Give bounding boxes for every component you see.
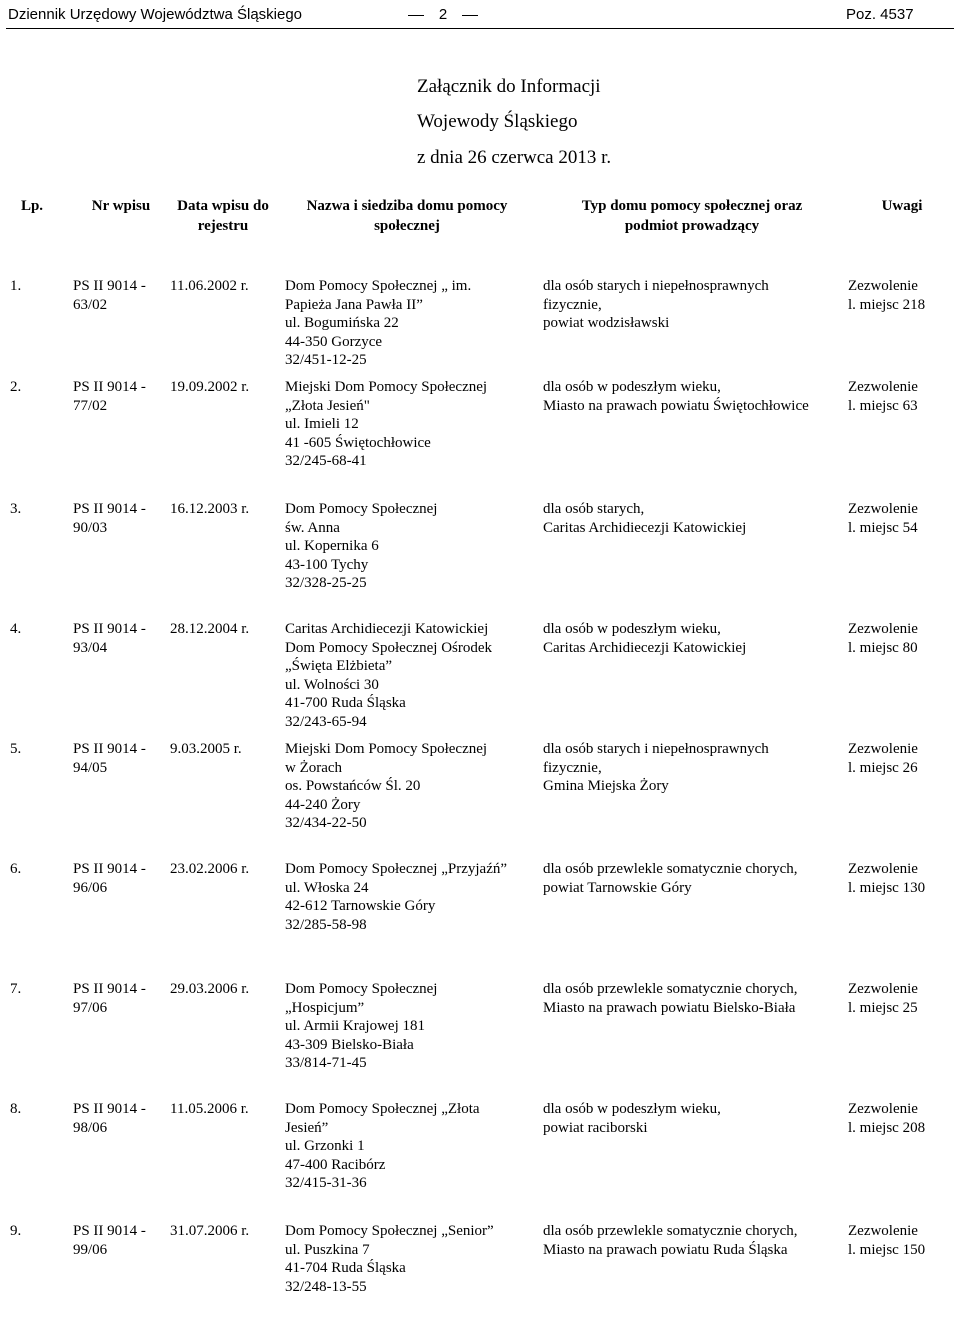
cell-line: Miasto na prawach powiatu Świętochłowice [543,397,809,414]
cell-line: 97/06 [73,999,108,1016]
cell-name [285,860,507,934]
cell-line: 63/02 [73,296,108,313]
cell-line: l. miejsc 54 [848,519,918,536]
cell-notes [848,740,918,777]
cell-lp [10,1100,21,1119]
cell-notes [848,620,918,657]
cell-line: l. miejsc 150 [848,1241,926,1258]
cell-nr [73,1222,146,1259]
cell-line: 32/451-12-25 [285,352,367,368]
cell-line: 43-100 Tychy [285,556,369,573]
cell-line: Miejski Dom Pomocy Społecznej [285,741,488,757]
col-header-notes: Uwagi [881,198,923,214]
cell-nr [73,1100,146,1137]
cell-line: ul. Armii Krajowej 181 [285,1018,425,1034]
cell-line: dla osób przewlekle somatycznie chorych, [543,981,798,997]
cell-date [170,500,249,519]
cell-line: Caritas Archidiecezji Katowickiej [285,621,489,637]
cell-line: ul. Włoska 24 [285,879,369,896]
cell-line: 6. [10,861,22,877]
cell-notes [848,378,918,415]
cell-type [543,980,798,1017]
cell-line: l. miejsc 80 [848,639,918,656]
cell-line: 32/245-68-41 [285,453,367,469]
cell-line: 32/285-58-98 [285,916,367,933]
cell-line: 41-704 Ruda Śląska [285,1260,406,1276]
cell-name [285,620,492,731]
col-header-name: Nazwa i siedziba domu pomocy społecznej [306,198,508,234]
cell-name [285,277,471,370]
cell-line: PS II 9014 - [73,1223,146,1239]
cell-line: PS II 9014 - [73,621,146,637]
cell-line: l. miejsc 26 [848,759,918,776]
cell-line: 11.06.2002 r. [170,278,249,294]
cell-line: PS II 9014 - [73,741,146,757]
cell-line: 7. [10,981,22,997]
cell-nr [73,860,146,897]
cell-line: 41-700 Ruda Śląska [285,695,406,711]
cell-line: Zezwolenie [848,1101,918,1117]
cell-line: 23.02.2006 r. [170,861,250,877]
cell-notes [848,860,925,897]
cell-line: 9. [10,1223,22,1239]
cell-line: powiat raciborski [543,1119,648,1136]
cell-type [543,500,746,537]
cell-lp [10,378,21,397]
position-number: Poz. 4537 [846,6,914,23]
cell-date [170,740,242,759]
cell-line: Zezwolenie [848,981,918,997]
cell-name [285,1100,480,1193]
cell-line: Zezwolenie [848,621,918,637]
journal-title: Dziennik Urzędowy Województwa Śląskiego [8,6,303,23]
cell-line: 32/243-65-94 [285,713,367,730]
cell-line: 47-400 Racibórz [285,1156,386,1173]
cell-nr [73,500,146,537]
cell-line: dla osób starych, [543,501,645,517]
cell-line: Zezwolenie [848,501,918,517]
cell-lp [10,1222,21,1241]
cell-line: 8. [10,1101,22,1117]
cell-line: 90/03 [73,519,108,536]
cell-notes [848,1222,925,1259]
cell-line: Caritas Archidiecezji Katowickiej [543,639,747,656]
cell-line: 98/06 [73,1119,108,1136]
cell-line: 44-240 Żory [285,796,361,813]
cell-line: 28.12.2004 r. [170,621,250,637]
cell-name [285,980,437,1073]
cell-line: dla osób starych i niepełnosprawnych [543,278,769,294]
cell-line: dla osób starych i niepełnosprawnych [543,741,769,757]
cell-line: l. miejsc 130 [848,879,926,896]
cell-line: Zezwolenie [848,379,918,395]
cell-line: 42-612 Tarnowskie Góry [285,898,436,914]
cell-date [170,980,249,999]
cell-date [170,1100,249,1119]
cell-line: 77/02 [73,397,108,414]
col-header-date: Data wpisu do rejestru [177,198,269,234]
cell-line: „Hospicjum” [285,999,365,1016]
cell-name [285,740,487,833]
cell-nr [73,277,146,314]
cell-line: Caritas Archidiecezji Katowickiej [543,519,747,536]
cell-line: Miasto na prawach powiatu Bielsko-Biała [543,999,796,1016]
cell-nr [73,980,146,1017]
cell-line: Dom Pomocy Społecznej [285,981,438,997]
cell-line: l. miejsc 63 [848,397,918,414]
cell-date [170,860,249,879]
cell-line: PS II 9014 - [73,278,146,294]
cell-line: 94/05 [73,759,108,776]
cell-line: 4. [10,621,22,637]
cell-line: Papieża Jana Pawła II” [285,296,423,313]
cell-type [543,740,769,796]
cell-line: powiat wodzisławski [543,315,670,331]
cell-line: Dom Pomocy Społecznej Ośrodek [285,639,493,656]
cell-line: 9.03.2005 r. [170,741,242,757]
cell-line: 16.12.2003 r. [170,501,250,517]
attachment-line-3: z dnia 26 czerwca 2013 r. [417,147,612,168]
cell-notes [848,1100,925,1137]
cell-line: PS II 9014 - [73,1101,146,1117]
cell-line: 32/328-25-25 [285,575,367,591]
col-header-type: Typ domu pomocy społecznej oraz podmiot prowadzący [581,198,803,234]
cell-date [170,378,249,397]
cell-line: Miasto na prawach powiatu Ruda Śląska [543,1241,788,1258]
cell-line: 44-350 Gorzyce [285,333,383,350]
cell-type [543,277,769,333]
cell-line: dla osób przewlekle somatycznie chorych, [543,861,798,877]
cell-line: ul. Kopernika 6 [285,538,379,554]
cell-line: 99/06 [73,1241,108,1258]
cell-line: 32/434-22-50 [285,815,367,831]
cell-line: 19.09.2002 r. [170,379,250,395]
cell-line: 3. [10,501,22,517]
cell-type [543,620,746,657]
cell-line: Gmina Miejska Żory [543,778,669,794]
cell-lp [10,740,21,759]
col-header-lp: Lp. [20,198,44,214]
cell-name [285,1222,494,1296]
cell-type [543,378,809,415]
cell-line: l. miejsc 218 [848,296,926,313]
cell-line: Zezwolenie [848,861,918,877]
cell-line: 2. [10,379,22,395]
cell-lp [10,500,21,519]
cell-line: Dom Pomocy Społecznej [285,501,438,517]
cell-lp [10,860,21,879]
cell-line: Dom Pomocy Społecznej „Złota [285,1101,480,1117]
cell-line: dla osób przewlekle somatycznie chorych, [543,1223,798,1239]
cell-line: ul. Wolności 30 [285,676,379,693]
cell-line: fizycznie, [543,759,602,776]
cell-line: 31.07.2006 r. [170,1223,250,1239]
cell-line: 29.03.2006 r. [170,981,250,997]
cell-line: Dom Pomocy Społecznej „Senior” [285,1223,494,1239]
cell-date [170,620,249,639]
cell-line: PS II 9014 - [73,981,146,997]
cell-line: PS II 9014 - [73,861,146,877]
cell-line: 32/415-31-36 [285,1175,367,1191]
cell-line: „Święta Elżbieta” [285,658,393,674]
cell-line: 32/248-13-55 [285,1278,367,1295]
cell-nr [73,740,146,777]
cell-notes [848,277,925,314]
cell-line: Miejski Dom Pomocy Społecznej [285,379,488,395]
cell-line: l. miejsc 25 [848,999,918,1016]
cell-line: powiat Tarnowskie Góry [543,879,692,896]
cell-line: 93/04 [73,639,108,656]
cell-line: l. miejsc 208 [848,1119,926,1136]
attachment-line-2: Wojewody Śląskiego [417,111,578,132]
cell-type [543,1222,798,1259]
cell-line: 1. [10,278,22,294]
cell-line: ul. Puszkina 7 [285,1241,370,1258]
cell-line: 96/06 [73,879,108,896]
cell-line: PS II 9014 - [73,501,146,517]
cell-line: 41 -605 Świętochłowice [285,434,431,451]
page-number: 2 [408,6,478,23]
cell-lp [10,277,21,296]
cell-line: Dom Pomocy Społecznej „Przyjaźń” [285,861,508,877]
cell-line: 5. [10,741,22,757]
cell-line: Zezwolenie [848,741,918,757]
page-header [0,0,960,30]
cell-name [285,500,437,593]
cell-line: dla osób w podeszłym wieku, [543,379,721,395]
cell-date [170,277,249,296]
cell-line: 33/814-71-45 [285,1055,367,1071]
cell-line: Dom Pomocy Społecznej „ im. [285,278,472,294]
cell-line: dla osób w podeszłym wieku, [543,621,721,637]
cell-line: w Żorach [285,759,343,776]
cell-line: fizycznie, [543,296,602,313]
cell-line: Zezwolenie [848,1223,918,1239]
cell-lp [10,980,21,999]
cell-line: Zezwolenie [848,278,918,294]
cell-date [170,1222,249,1241]
cell-line: ul. Grzonki 1 [285,1138,365,1154]
cell-type [543,860,798,897]
cell-lp [10,620,21,639]
cell-line: dla osób w podeszłym wieku, [543,1101,721,1117]
cell-notes [848,980,918,1017]
cell-line: PS II 9014 - [73,379,146,395]
cell-line: 11.05.2006 r. [170,1101,249,1117]
cell-line: os. Powstańców Śl. 20 [285,778,421,794]
cell-line: ul. Bogumińska 22 [285,315,399,331]
col-header-nr: Nr wpisu [91,198,151,214]
cell-nr [73,620,146,657]
cell-type [543,1100,721,1137]
cell-line: św. Anna [285,519,340,536]
header-rule [6,28,954,29]
cell-nr [73,378,146,415]
cell-line: Jesień” [285,1119,329,1136]
cell-line: ul. Imieli 12 [285,416,359,432]
cell-line: „Złota Jesień" [285,397,370,414]
cell-notes [848,500,918,537]
attachment-line-1: Załącznik do Informacji [417,76,601,97]
cell-name [285,378,487,471]
cell-line: 43-309 Bielsko-Biała [285,1036,414,1053]
